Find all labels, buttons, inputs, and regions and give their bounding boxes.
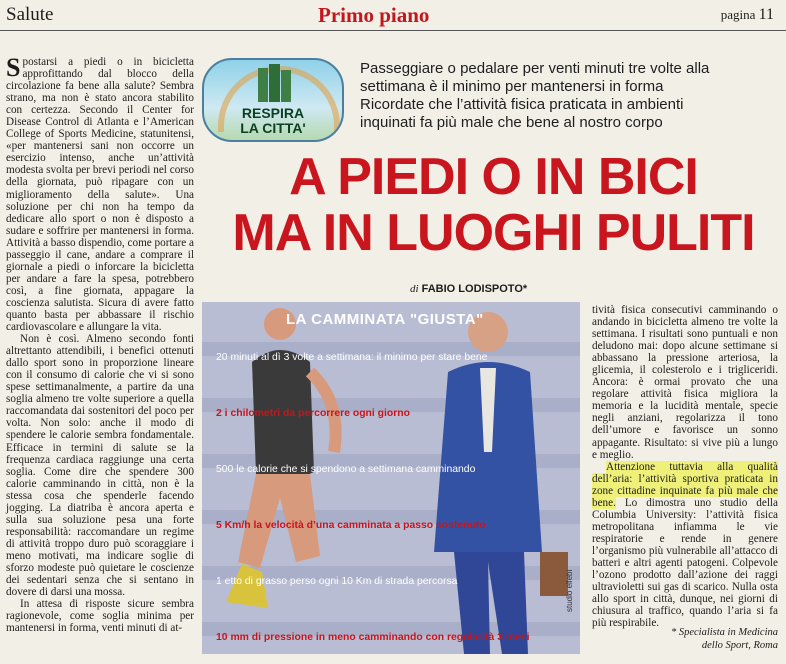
headline-line-1: A PIEDI O IN BICI [289,148,698,206]
highlighted-text: Attenzione tuttavia alla qualità dell’aria: l’attività sportiva praticata in zone cittadine inquinate fa più male che bene. [592,460,778,509]
byline-prefix: di [410,283,419,295]
subtitle-line: Ricordate che l’attività fisica praticata in ambienti [360,96,684,113]
infobox-fact: 1 etto di grasso perso ogni 10 Km di strada percorsa [216,576,458,587]
footnote-line: * Specialista in Medicina [670,627,778,638]
right-paragraph-2 [592,461,778,630]
byline-author: FABIO LODISPOTO* [421,283,528,295]
author-footnote [610,626,778,652]
infobox-fact: 500 le calorie che si spendono a settimana camminando [216,464,476,475]
paragraph-2-rest: Lo dimostra uno studio della Columbia University: l’attività fisica metropolitana infiamma le vie respiratorie e rende in genere l’organismo più vulnerabile all’attacco di batteri e altri agenti patogeni. Colpevole l’ozono prodotto dall’azione dei raggi ultravioletti sui gas di scarico. Nulla osta allo sport in città, dunque, nei giorni di chiusura al traffico, quando l’aria si fa più respirabile. [592,496,778,630]
paragraph-1-text: postarsi a piedi o in bicicletta approfittando dal blocco della circolazione fa bene alla salute? Sembra strano, ma non è stato ancora stabilito con certezza. Secondo il Center for Disease Control di Atlanta e l’American College of Sports Medicine, statunitensi, «per mantenersi sani non occorre un esercizio intenso, anche un’attività modesta svolta per brevi periodi nel corso della giornata, può ripagare con un miglioramento della salute». Una soluzione per chi non ha tempo da dedicare allo sport o non è disposto a sudare e soffrire per mantenersi in forma. Attività a basso dispendio, come portare a passeggio il cane, andare a comprare il giornale a piedi o inforcare la bicicletta per andare a fare la spesa, potrebbero così, a fine giornata, appagare la coscienza salutista. Sicura di avere fatto quanto basta per abbassare il rischio cardiovascolare e allungare la vita. [6,56,194,334]
logo-line-1: RESPIRA [241,105,305,121]
infobox-fact: 2 i chilometri da percorrere ogni giorno [216,408,410,419]
infobox-fact: 20 minuti al dì 3 volte a settimana: il minimo per stare bene [216,352,488,363]
rubric-title: Primo piano [318,3,430,27]
subtitle-block [360,60,770,132]
header-rule [0,30,786,31]
subtitle-line: inquinati fa più male che bene al nostro corpo [360,114,663,131]
respira-la-citta-logo [202,58,344,142]
article-paragraph-3: In attesa di risposte sicure sembra ragionevole, come soglia minima per mantenersi in forma, venti minuti di at- [6,598,194,635]
right-article-column [592,304,778,629]
infobox-title: LA CAMMINATA "GIUSTA" [286,311,484,328]
footnote-line: dello Sport, Roma [701,640,778,651]
article-paragraph-2: Non è così. Almeno secondo fonti altrettanto attendibili, i benefici ottenuti dallo sport sono in proporzione lineare con il consumo di calorie che vi si sono spese settimanalmente, a partire da una soglia almeno tre volte superiore a quella raccomandata dai sostenitori del poco per volta. Non solo: anche il modo di spendere le calorie sembra fondamentale. Efficace in termini di salute se la frequenza cardiaca raggiunge una certa soglia. Come dire che spendere 300 calorie camminando in città, non è la stessa cosa che spenderle facendo jogging. La diatriba è ancora aperta e sulla sua soluzione pesa una forte responsabilità: raccomandare un regime di attività troppo duro può scoraggiare i meno motivati, ma indicare soglie di sforzo modeste può quietare le coscienze dei sedentari senza che si sentano in dovere di darsi una mossa. [6,333,194,599]
right-paragraph-1: tività fisica consecutivi camminando o andando in bicicletta almeno tre volte la settimana. I risultati sono puntuali e non deludono mai: dopo alcune settimane si abbassano la pressione arteriosa, la glicemia, il colesterolo e i trigliceridi. Ancora: è ormai provato che una regolare attività fisica migliora la memoria e la lucidità mentale, specie negli anziani, regolarizza il tono dell’umore e favorisce un sonno appagante. Risultato: si vive più a lungo e meglio. [592,304,778,461]
infographic-box [202,302,580,654]
page-number-value: 11 [758,6,774,23]
illustration-credit: studio ellebi [565,569,574,612]
headline-line-2: MA IN LUOGHI PULITI [232,204,755,262]
logo-line-2: LA CITTA' [240,120,306,136]
article-paragraph-1 [6,53,194,334]
dropcap-s: S [6,53,21,82]
section-label: Salute [6,4,54,25]
byline [410,283,527,295]
left-article-column [6,53,194,635]
infobox-fact: 10 mm di pressione in meno camminando con regolarità 3 mesi [216,632,530,643]
page-label: pagina [720,7,756,22]
subtitle-line: Passeggiare o pedalare per venti minuti tre volte alla [360,60,710,77]
subtitle-line: settimana è il minimo per mantenersi in forma [360,78,664,95]
infobox-fact: 5 Km/h la velocità d’una camminata a passo sostenuto [216,520,486,531]
page-number [721,6,774,24]
